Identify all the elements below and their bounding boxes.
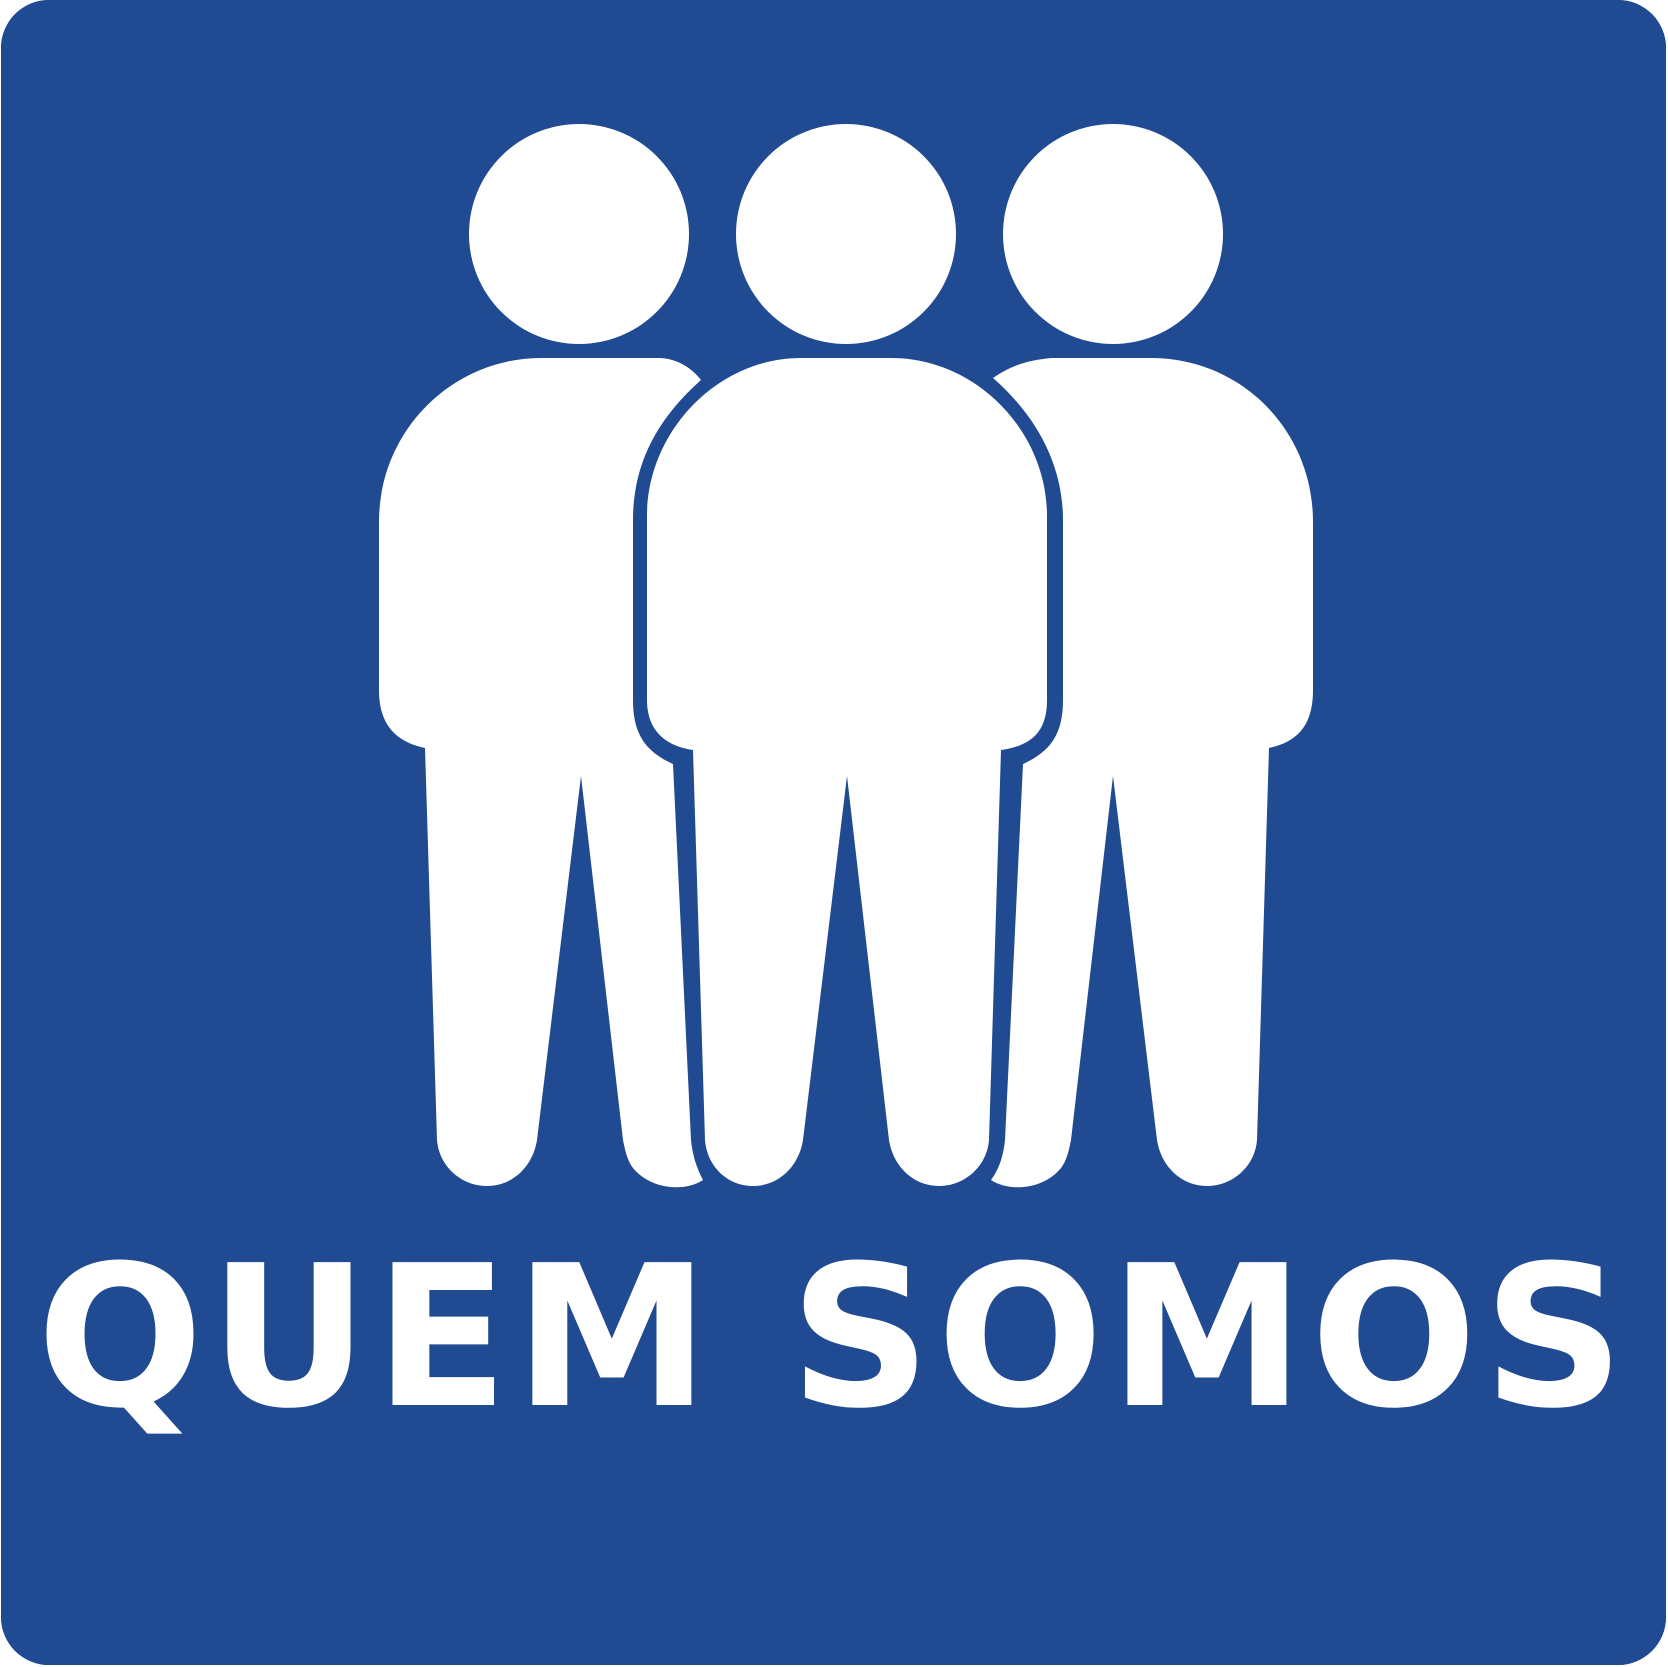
person-right-head xyxy=(1003,124,1223,344)
quem-somos-tile[interactable] xyxy=(1,0,1666,1665)
person-left-head xyxy=(469,124,689,344)
person-center-head xyxy=(736,124,956,344)
page-title: QUEM SOMOS xyxy=(36,1224,1631,1452)
